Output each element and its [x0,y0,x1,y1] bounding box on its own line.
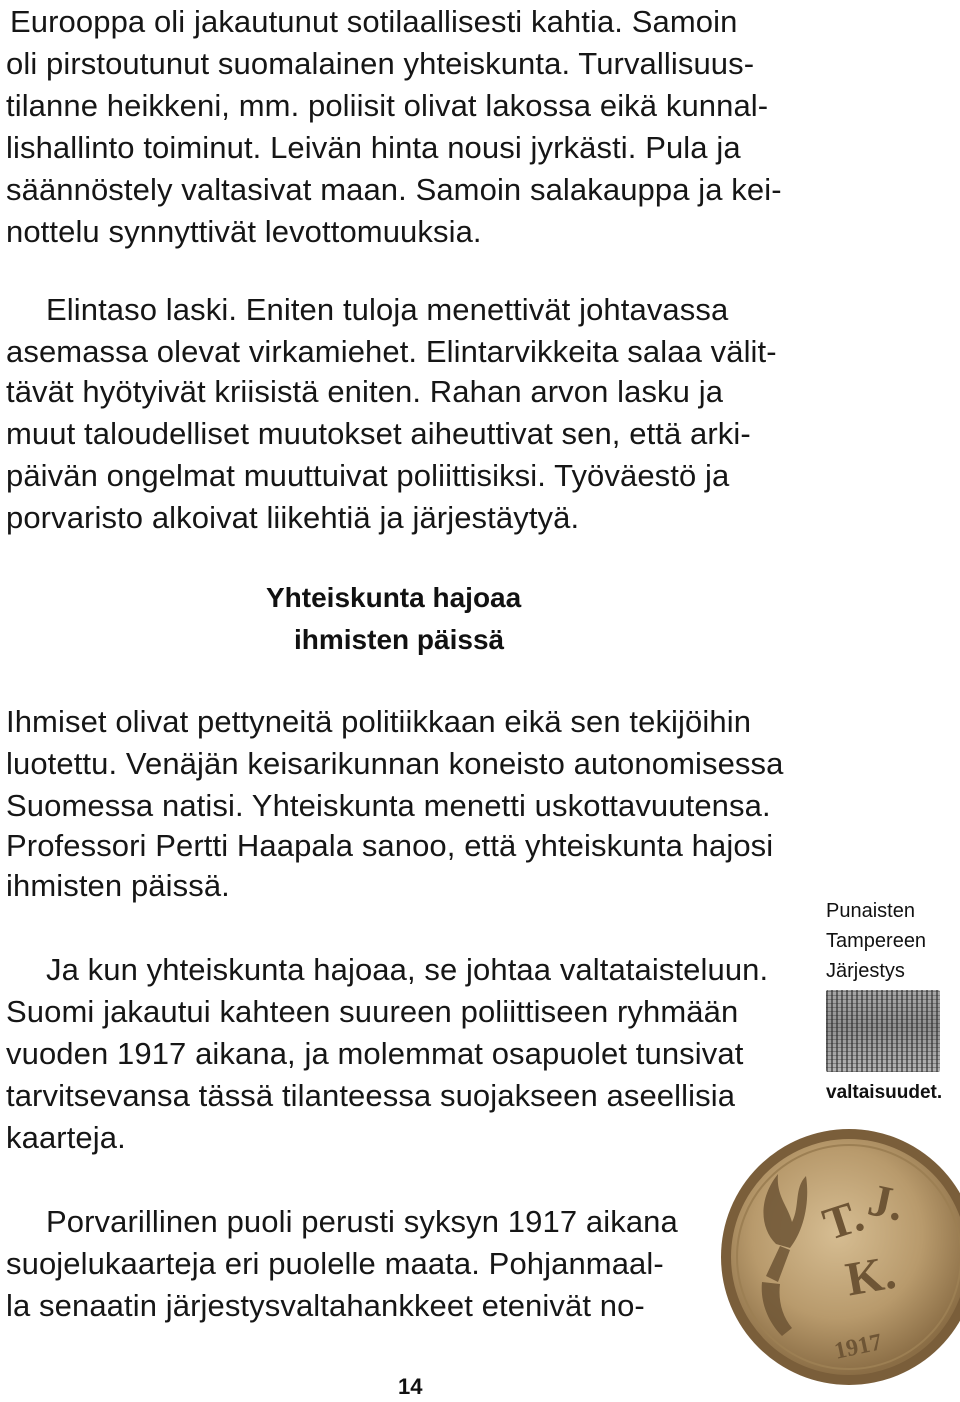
image-caption-line-2: Tampereen [826,930,927,952]
paragraph-2-line-1: Elintaso laski. Eniten tuloja menettivät johtavassa [46,292,729,327]
badge-letter-k: K. [841,1245,900,1307]
paragraph-1-line-2: oli pirstoutunut suomalainen yhteiskunta. Turvallisuus- [6,46,755,81]
paragraph-1-line-3: tilanne heikkeni, mm. poliisit olivat lakossa eikä kunnal- [6,88,769,123]
paragraph-1-line-5: säännöstely valtasivat maan. Samoin salakauppa ja kei- [6,172,782,207]
paragraph-3-line-5: ihmisten päissä. [6,868,230,903]
section-heading-line-2: ihmisten päissä [294,624,505,655]
paragraph-2-line-2: asemassa olevat virkamiehet. Elintarvikkeita salaa välit- [6,334,777,369]
paragraph-3-line-2: luotettu. Venäjän keisarikunnan koneisto autonomisessa [6,746,784,781]
paragraph-4-line-1: Ja kun yhteiskunta hajoaa, se johtaa valtataisteluun. [46,952,769,987]
paragraph-4-line-3: vuoden 1917 aikana, ja molemmat osapuolet tunsivat [6,1036,744,1071]
paragraph-5-line-2: suojelukaarteja eri puolelle maata. Pohjanmaal- [6,1246,664,1281]
paragraph-2-line-4: muut taloudelliset muutokset aiheuttivat sen, että arki- [6,416,751,451]
paragraph-4-line-2: Suomi jakautui kahteen suureen poliittiseen ryhmään [6,994,739,1029]
badge-letter-j: J. [863,1173,909,1231]
section-heading-line-1: Yhteiskunta hajoaa [266,582,522,613]
badge-letter-t: T. [816,1189,870,1250]
image-caption-last-line: valtaisuudet. [826,1082,943,1103]
paragraph-4-line-5: kaarteja. [6,1120,126,1155]
paragraph-3-line-4: Professori Pertti Haapala sanoo, että yhteiskunta hajosi [6,828,774,863]
paragraph-5-line-1: Porvarillinen puoli perusti syksyn 1917 aikana [46,1204,678,1239]
image-caption-line-3: Järjestys [826,960,905,982]
image-caption-line-1: Punaisten [826,900,915,922]
paragraph-2-line-5: päivän ongelmat muuttuivat poliittisiksi. Työväestö ja [6,458,730,493]
paragraph-1-line-6: nottelu synnyttivät levottomuuksia. [6,214,482,249]
paragraph-3-line-1: Ihmiset olivat pettyneitä politiikkaan eikä sen tekijöihin [6,704,752,739]
paragraph-1-line-4: lishallinto toiminut. Leivän hinta nousi jyrkästi. Pula ja [6,130,741,165]
paragraph-1-line-1: Eurooppa oli jakautunut sotilaallisesti kahtia. Samoin [10,4,738,39]
page-number: 14 [398,1374,423,1399]
paragraph-2-line-6: porvaristo alkoivat liikehtiä ja järjestäytyä. [6,500,580,535]
paragraph-5-line-3: la senaatin järjestysvaltahankkeet etenivät no- [6,1288,645,1323]
scan-artifact [826,990,940,1072]
badge-year: 1917 [832,1329,885,1365]
paragraph-3-line-3: Suomessa natisi. Yhteiskunta menetti uskottavuutensa. [6,788,771,823]
paragraph-2-line-3: tävät hyötyivät kriisistä eniten. Rahan arvon lasku ja [6,374,724,409]
paragraph-4-line-4: tarvitsevansa tässä tilanteessa suojakseen aseellisia [6,1078,736,1113]
tjk-badge-image [718,1126,960,1388]
